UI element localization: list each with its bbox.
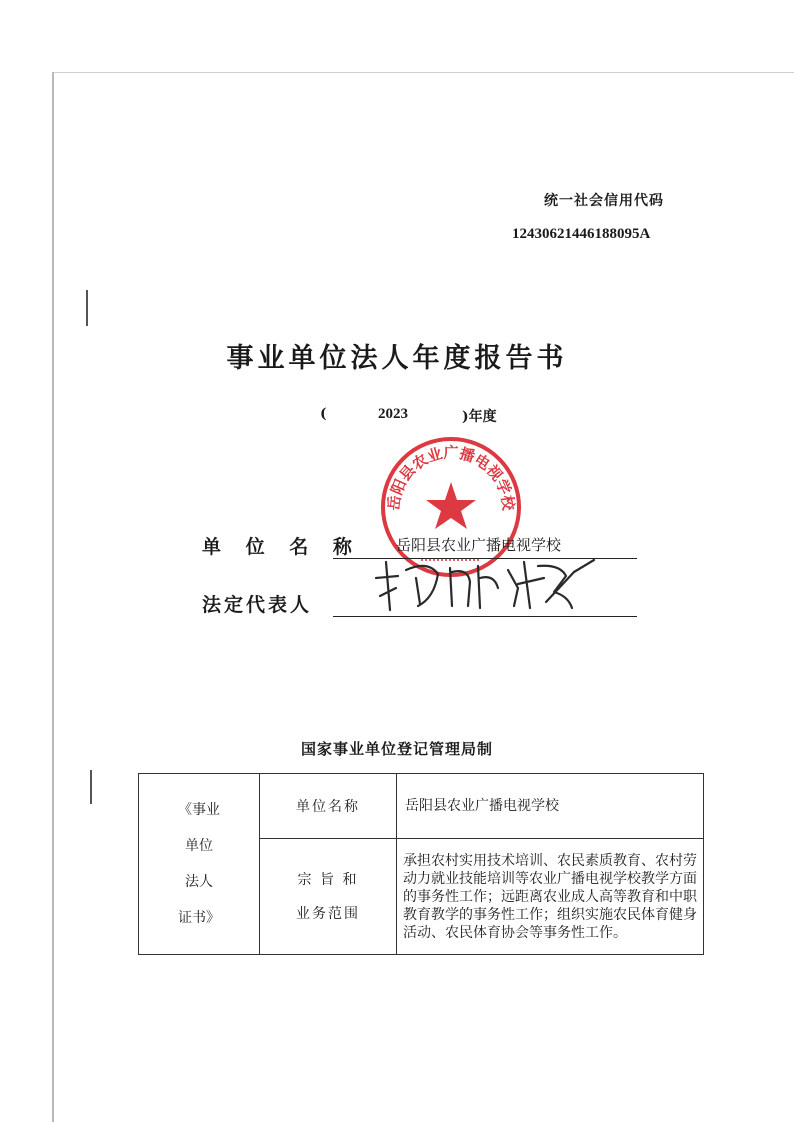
report-year [320,406,540,430]
unit-name-label: 单 位 名 称 [202,536,361,558]
credit-code-value: 12430621446188095A [512,226,651,242]
scope-label-line: 业务范围 [296,905,360,922]
seal-star-icon [426,482,476,529]
cert-line: 证书》 [178,910,220,926]
certificate-info-table [138,773,704,955]
certificate-title-cell [139,774,260,955]
scope-label-line: 宗 旨 和 [297,871,359,888]
table-scope-value: 承担农村实用技术培训、农民素质教育、农村劳动力就业技能培训等农业广播电视学校教学方面的事务性工作；远距离农业成人高等教育和中职教育教学的事务性工作；组织实施农民体育健身活动、农民体育协会等事务性工作。 [397,839,704,955]
scan-edge-top [52,72,794,73]
seal-text: 岳阳县农业广播电视学校 [384,443,518,512]
table-scope-label [260,839,397,955]
year-open-paren: ( [320,406,327,422]
handwritten-signature [368,548,598,618]
unit-name-value: 岳阳县农业广播电视学校 [396,536,562,554]
document-title: 事业单位法人年度报告书 [226,343,568,374]
table-name-label: 单位名称 [260,774,397,839]
cert-line: 法人 [185,874,213,890]
legal-rep-label: 法定代表人 [202,594,313,616]
cert-line: 《事业 [178,802,220,818]
binding-mark-top [86,290,88,326]
cert-line: 单位 [185,838,213,854]
year-suffix: )年度 [462,409,497,425]
legal-rep-underline [333,616,637,617]
credit-code-label: 统一社会信用代码 [544,193,664,209]
scan-edge-left [52,72,54,1122]
year-value: 2023 [378,406,408,422]
issuing-authority: 国家事业单位登记管理局制 [300,740,493,758]
table-name-value: 岳阳县农业广播电视学校 [397,774,704,839]
binding-mark-bottom [90,770,92,804]
